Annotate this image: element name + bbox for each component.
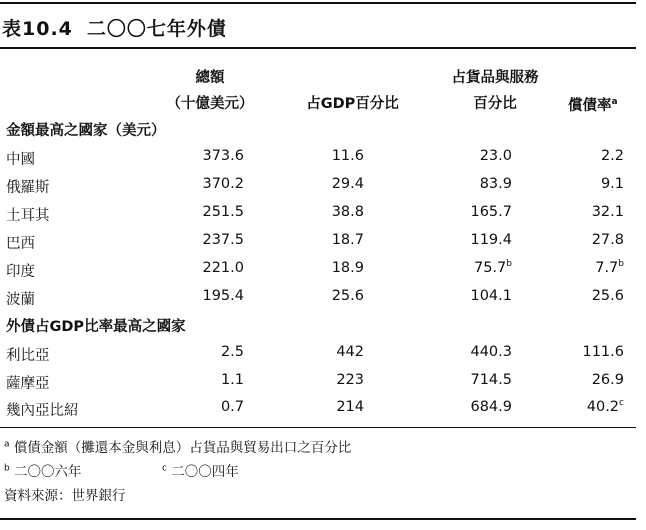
footnote-b-mark: b — [4, 463, 10, 474]
debt-value: 26.9 — [591, 372, 624, 388]
header-rule — [0, 47, 636, 49]
gdp-cell: 11.6 — [331, 148, 364, 164]
goods-value: 165.7 — [470, 204, 512, 220]
gdp-cell: 25.6 — [331, 288, 364, 304]
country-cell: 印度 — [6, 264, 35, 280]
debt-cell — [560, 204, 624, 220]
total-cell: 0.7 — [220, 399, 244, 415]
bottom-rule — [0, 518, 636, 520]
debt-footnote-mark: c — [619, 398, 624, 409]
footnote-a-text: 償債金額（攤還本金與利息）占貨品與貿易出口之百分比 — [13, 440, 352, 456]
debt-value: 25.6 — [591, 288, 624, 304]
table-title-text: 二〇〇七年外債 — [86, 18, 227, 40]
debt-value: 40.2 — [586, 399, 620, 415]
top-rule — [0, 2, 636, 4]
goods-value: 104.1 — [470, 288, 512, 304]
debt-footnote-mark: b — [618, 259, 624, 270]
goods-footnote-mark: b — [506, 259, 512, 270]
footnote-c — [162, 460, 239, 480]
country-cell: 土耳其 — [6, 208, 50, 224]
goods-value: 23.0 — [479, 148, 512, 164]
debt-cell — [560, 288, 624, 304]
country-cell: 薩摩亞 — [6, 376, 50, 392]
gdp-cell: 29.4 — [331, 176, 364, 192]
total-cell: 373.6 — [202, 148, 244, 164]
total-cell: 2.5 — [220, 344, 244, 360]
footnote-c-mark: c — [162, 463, 167, 474]
header-goods-line1: 占貨品與服務 — [451, 70, 539, 86]
gdp-cell: 214 — [336, 399, 364, 415]
debt-cell — [560, 148, 624, 164]
total-cell: 1.1 — [220, 372, 244, 388]
section-heading: 外債占GDP比率最高之國家 — [6, 319, 186, 335]
table-title — [2, 14, 227, 41]
country-cell: 利比亞 — [6, 348, 50, 364]
country-cell: 中國 — [6, 152, 35, 168]
country-cell: 巴西 — [6, 236, 35, 252]
footnote-b — [4, 460, 82, 480]
goods-value: 714.5 — [470, 372, 512, 388]
debt-cell — [560, 399, 624, 415]
gdp-cell: 18.9 — [331, 260, 364, 276]
country-cell: 波蘭 — [6, 292, 35, 308]
section-heading: 金額最高之國家（美元） — [6, 123, 166, 139]
footnote-c-text: 二〇〇四年 — [171, 464, 239, 480]
footnote-b-text: 二〇〇六年 — [14, 464, 82, 480]
total-cell: 370.2 — [202, 176, 244, 192]
debt-cell — [560, 176, 624, 192]
goods-cell — [440, 176, 512, 192]
total-cell: 237.5 — [202, 232, 244, 248]
goods-value: 119.4 — [470, 232, 512, 248]
goods-cell — [440, 344, 512, 360]
header-debt-service-footnote-mark: a — [611, 97, 618, 108]
header-total-line1: 總額 — [195, 70, 225, 86]
goods-cell — [440, 148, 512, 164]
table-number: 表10.4 — [2, 18, 73, 40]
goods-cell — [440, 372, 512, 388]
goods-value: 684.9 — [470, 399, 512, 415]
debt-cell — [560, 260, 624, 276]
header-debt-service-label: 償債率 — [568, 98, 612, 114]
debt-value: 111.6 — [582, 344, 624, 360]
goods-value: 75.7 — [473, 260, 507, 276]
debt-cell — [560, 372, 624, 388]
country-cell: 幾內亞比紹 — [6, 403, 79, 419]
footnote-a — [4, 436, 351, 456]
debt-cell — [560, 232, 624, 248]
footnote-rule — [0, 427, 636, 428]
gdp-cell: 18.7 — [331, 232, 364, 248]
goods-cell — [440, 288, 512, 304]
total-cell: 195.4 — [202, 288, 244, 304]
debt-value: 32.1 — [591, 204, 624, 220]
goods-value: 83.9 — [479, 176, 512, 192]
country-cell: 俄羅斯 — [6, 180, 50, 196]
goods-cell — [440, 204, 512, 220]
debt-cell — [560, 344, 624, 360]
debt-value: 7.7 — [595, 260, 619, 276]
total-cell: 221.0 — [202, 260, 244, 276]
total-cell: 251.5 — [202, 204, 244, 220]
header-gdp: 占GDP百分比 — [306, 96, 399, 112]
header-debt-service — [568, 94, 618, 115]
goods-cell — [440, 260, 512, 276]
goods-value: 440.3 — [470, 344, 512, 360]
source-note: 資料來源：世界銀行 — [4, 488, 126, 504]
footnote-a-mark: a — [4, 439, 10, 450]
goods-cell — [440, 232, 512, 248]
gdp-cell: 223 — [336, 372, 364, 388]
debt-value: 27.8 — [591, 232, 624, 248]
debt-value: 2.2 — [600, 148, 624, 164]
header-total-line2: （十億美元） — [166, 96, 254, 112]
gdp-cell: 442 — [336, 344, 364, 360]
debt-value: 9.1 — [600, 176, 624, 192]
goods-cell — [440, 399, 512, 415]
header-goods-line2: 百分比 — [473, 96, 517, 112]
gdp-cell: 38.8 — [331, 204, 364, 220]
